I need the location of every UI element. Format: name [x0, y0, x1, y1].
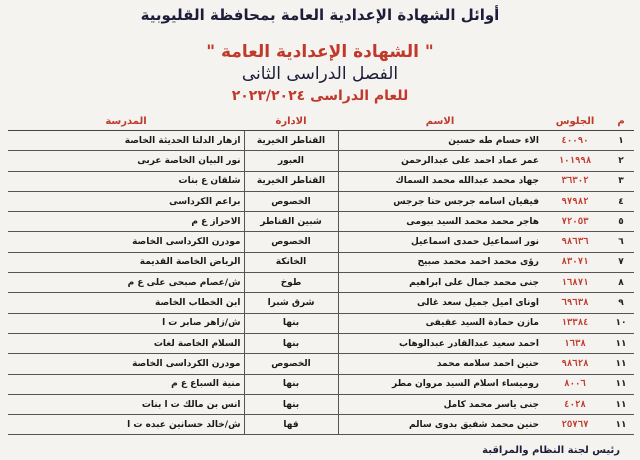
administration: طوخ — [244, 273, 338, 293]
school-name: براعم الكرداسى — [8, 191, 244, 211]
administration: الخصوص — [244, 232, 338, 252]
student-name: نور اسماعيل حمدى اسماعيل — [338, 232, 542, 252]
administration: قها — [244, 415, 338, 435]
seat-number: ٢٥٧٦٧ — [542, 415, 608, 435]
table-row — [8, 212, 634, 232]
row-number: ١١ — [608, 415, 634, 435]
row-number: ٨ — [608, 273, 634, 293]
school-name: انس بن مالك ت ا بنات — [8, 394, 244, 414]
administration: الخانكة — [244, 252, 338, 272]
school-name: منية السباع ع م — [8, 374, 244, 394]
row-number: ١١ — [608, 394, 634, 414]
table-row — [8, 415, 634, 435]
table-row — [8, 394, 634, 414]
table-row — [8, 313, 634, 333]
table-row — [8, 191, 634, 211]
column-header-seat: الجلوس — [542, 112, 608, 131]
footer-signature-label: رئيس لجنة النظام والمراقبة — [482, 445, 620, 456]
student-name: رؤى محمد احمد محمد صبيح — [338, 252, 542, 272]
seat-number: ١٣٣٨٤ — [542, 313, 608, 333]
student-name: جهاد محمد عبدالله محمد السماك — [338, 171, 542, 191]
seat-number: ١٦٨٧١ — [542, 273, 608, 293]
table-row — [8, 354, 634, 374]
seat-number: ١٦٣٨ — [542, 333, 608, 353]
student-name: حنين محمد شفيق بدوى سالم — [338, 415, 542, 435]
row-number: ٢ — [608, 151, 634, 171]
student-name: الاء حسام طه حسين — [338, 131, 542, 151]
administration: الخصوص — [244, 354, 338, 374]
student-name: احمد سعيد عبدالقادر عبدالوهاب — [338, 333, 542, 353]
table-row — [8, 171, 634, 191]
seat-number: ٩٧٩٨٢ — [542, 191, 608, 211]
column-header-school: المدرسة — [8, 112, 244, 131]
school-name: شلقان ع بنات — [8, 171, 244, 191]
seat-number: ٧٢٠٥٣ — [542, 212, 608, 232]
seat-number: ٤٠٢٨ — [542, 394, 608, 414]
student-name: اوناى اميل جميل سعد غالى — [338, 293, 542, 313]
table-header-row — [8, 112, 634, 131]
page-title: أوائل الشهادة الإعدادية العامة بمحافظة القليوبية — [140, 6, 500, 24]
table-row — [8, 273, 634, 293]
row-number: ١١ — [608, 354, 634, 374]
table-row — [8, 151, 634, 171]
school-name: مودرن الكرداسى الخاصة — [8, 354, 244, 374]
row-number: ١ — [608, 131, 634, 151]
administration: بنها — [244, 374, 338, 394]
table-row — [8, 232, 634, 252]
administration: الخصوص — [244, 191, 338, 211]
row-number: ١١ — [608, 333, 634, 353]
table-row — [8, 374, 634, 394]
student-name: هاجر محمد محمد السيد بيومى — [338, 212, 542, 232]
academic-year-label: للعام الدراسى ٢٠٢٣/٢٠٢٤ — [231, 88, 409, 104]
school-name: ش/خالد حسانين عبده ت ا — [8, 415, 244, 435]
seat-number: ٤٠٠٩٠ — [542, 131, 608, 151]
school-name: مودرن الكرداسى الخاصة — [8, 232, 244, 252]
student-name: جنى محمد جمال على ابراهيم — [338, 273, 542, 293]
administration: بنها — [244, 333, 338, 353]
administration: شرق شبرا — [244, 293, 338, 313]
school-name: ش/عصام صبحى على ع م — [8, 273, 244, 293]
seat-number: ٩٨٦٣٦ — [542, 232, 608, 252]
seat-number: ٨٣٠٧١ — [542, 252, 608, 272]
column-header-administration: الادارة — [244, 112, 338, 131]
seat-number: ٦٩٦٣٨ — [542, 293, 608, 313]
student-name: فيفيان اسامه جرجس حنا جرجس — [338, 191, 542, 211]
seat-number: ٨٠٠٦ — [542, 374, 608, 394]
row-number: ١٠ — [608, 313, 634, 333]
administration: القناطر الخيرية — [244, 131, 338, 151]
row-number: ٧ — [608, 252, 634, 272]
school-name: ابن الخطاب الخاصة — [8, 293, 244, 313]
row-number: ٣ — [608, 171, 634, 191]
column-header-number: م — [608, 112, 634, 131]
table-row — [8, 131, 634, 151]
row-number: ٥ — [608, 212, 634, 232]
administration: بنها — [244, 394, 338, 414]
student-name: حنين احمد سلامه محمد — [338, 354, 542, 374]
administration: القناطر الخيرية — [244, 171, 338, 191]
table-row — [8, 333, 634, 353]
student-name: عمر عماد احمد على عبدالرحمن — [338, 151, 542, 171]
row-number: ١١ — [608, 374, 634, 394]
top-students-table — [8, 112, 634, 435]
student-name: روميساء اسلام السيد مروان مطر — [338, 374, 542, 394]
seat-number: ٣٦٣٠٢ — [542, 171, 608, 191]
table-row — [8, 252, 634, 272]
table-row — [8, 293, 634, 313]
student-name: مازن حمادة السيد عقيفى — [338, 313, 542, 333]
administration: بنها — [244, 313, 338, 333]
school-name: السلام الخاصة لغات — [8, 333, 244, 353]
administration: العبور — [244, 151, 338, 171]
school-name: الرياض الخاصة القديمة — [8, 252, 244, 272]
seat-number: ١٠١٩٩٨ — [542, 151, 608, 171]
school-name: ازهار الدلتا الحديثة الخاصة — [8, 131, 244, 151]
column-header-name: الاسم — [338, 112, 542, 131]
row-number: ٩ — [608, 293, 634, 313]
row-number: ٦ — [608, 232, 634, 252]
row-number: ٤ — [608, 191, 634, 211]
certificate-subtitle: " الشهادة الإعدادية العامة " — [206, 42, 434, 62]
school-name: نور البيان الخاصة عربى — [8, 151, 244, 171]
seat-number: ٩٨٦٢٨ — [542, 354, 608, 374]
administration: شبين القناطر — [244, 212, 338, 232]
school-name: الاحراز ع م — [8, 212, 244, 232]
term-label: الفصل الدراسى الثانى — [241, 64, 399, 84]
school-name: ش/زاهر صابر ت ا — [8, 313, 244, 333]
student-name: جنى ياسر محمد كامل — [338, 394, 542, 414]
